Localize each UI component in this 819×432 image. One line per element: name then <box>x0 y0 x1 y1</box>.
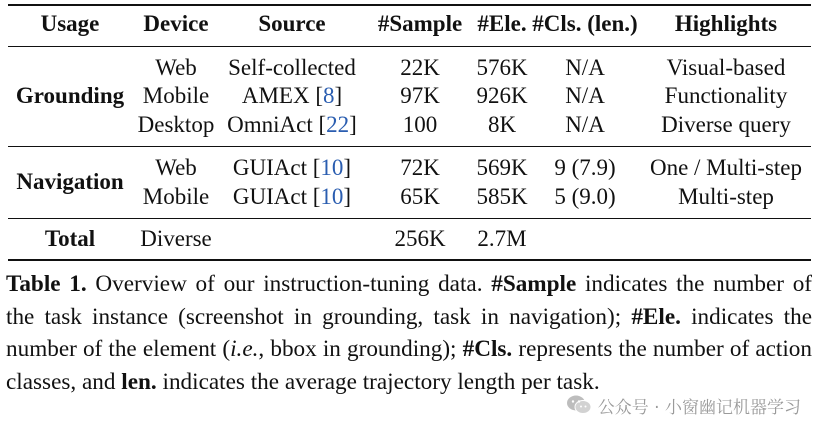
table-cell-cls: N/A <box>565 112 605 137</box>
table-cell-device: Mobile <box>142 184 210 209</box>
table-cell-ele: 569K <box>476 155 528 180</box>
table-cell-cls: 9 (7.9) <box>554 155 616 180</box>
table-cell-cls: 5 (9.0) <box>554 184 616 209</box>
header-device: Device <box>143 11 209 36</box>
table-cell-source: OmniAct [22] <box>227 112 357 137</box>
watermark-text: 公众号 · 小窗幽记机器学习 <box>597 397 801 418</box>
wechat-icon <box>566 394 592 416</box>
table-cell-ele: 576K <box>476 55 528 80</box>
table-cell-device: Web <box>155 55 197 80</box>
header-highlights: Highlights <box>674 11 778 36</box>
table-cell-highlight: Visual-based <box>666 55 786 80</box>
header-usage: Usage <box>40 11 100 36</box>
table-cell-sample: 22K <box>400 55 440 80</box>
table-cell-highlight: Functionality <box>664 83 788 108</box>
group-rule <box>8 146 811 147</box>
bottom-rule <box>8 259 811 261</box>
citation-link[interactable]: 22 <box>326 112 350 137</box>
header-rule <box>8 46 811 47</box>
table-cell-ele: 8K <box>487 112 517 137</box>
table-cell-device: Mobile <box>142 83 210 108</box>
table-cell-source: GUIAct [10] <box>232 184 352 209</box>
citation-link[interactable]: 8 <box>322 83 335 108</box>
watermark <box>566 392 801 418</box>
table-cell-highlight: One / Multi-step <box>649 155 803 180</box>
total-label: Total <box>44 226 96 251</box>
table-cell-sample: 100 <box>402 112 438 137</box>
caption-label: Table 1. <box>6 271 87 297</box>
table-cell-sample: 65K <box>400 184 440 209</box>
table-cell-sample: 72K <box>400 155 440 180</box>
table-cell-source: GUIAct [10] <box>232 155 352 180</box>
table-cell-source: AMEX [8] <box>241 83 343 108</box>
table-cell-device: Desktop <box>137 112 215 137</box>
table-cell-highlight: Diverse query <box>661 112 791 137</box>
table-cell-ele: 926K <box>476 83 528 108</box>
table-cell-sample: 97K <box>400 83 440 108</box>
table-cell-source: Self-collected <box>228 55 356 80</box>
total-ele: 2.7M <box>477 226 527 251</box>
table-cell-device: Web <box>155 155 197 180</box>
header-sample: #Sample <box>377 11 463 36</box>
header-ele: #Ele. <box>477 11 527 36</box>
total-sample: 256K <box>394 226 446 251</box>
group-label-grounding: Grounding <box>15 83 125 108</box>
citation-link[interactable]: 10 <box>320 155 344 180</box>
table-cell-cls: N/A <box>565 55 605 80</box>
total-rule <box>8 218 811 219</box>
table-cell-highlight: Multi-step <box>678 184 774 209</box>
table-cell-cls: N/A <box>565 83 605 108</box>
header-source: Source <box>258 11 326 36</box>
table-caption: Table 1. Overview of our instruction-tuning data. #Sample indicates the number of the task instance (screenshot in grounding, task in navigation); #Ele. indicates the number of the element (i.e., bbox in grounding); #Cls. represents the number of action classes, and len. indicates the average trajectory length per task. <box>6 271 813 395</box>
group-label-navigation: Navigation <box>16 169 124 194</box>
citation-link[interactable]: 10 <box>320 184 344 209</box>
total-device: Diverse <box>140 226 212 251</box>
header-cls: #Cls. (len.) <box>532 11 638 36</box>
top-rule <box>8 4 811 6</box>
table-cell-ele: 585K <box>476 184 528 209</box>
